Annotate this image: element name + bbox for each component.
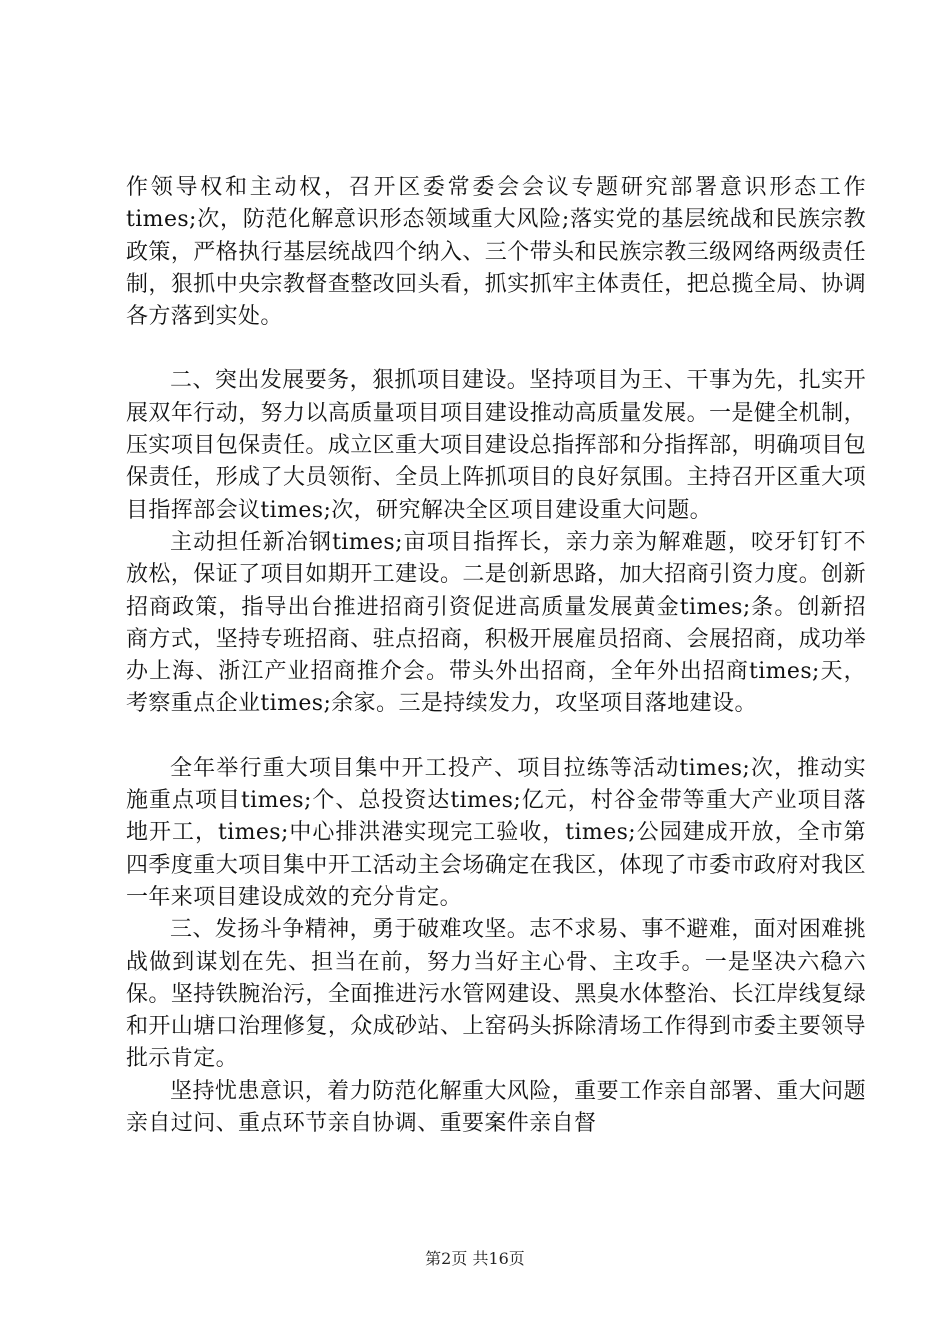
paragraph-4: 全年举行重大项目集中开工投产、项目拉练等活动times;次，推动实施重点项目times;个、总投资达times;亿元，村谷金带等重大产业项目落地开工，times;中心排洪港实现完工验收，times;公园建成开放，全市第四季度重大项目集中开工活动主会场确定在我区，体现了市委市政府对我区一年来项目建设成效的充分肯定。 [126,755,866,910]
paragraph-6: 坚持忧患意识，着力防范化解重大风险，重要工作亲自部署、重大问题亲自过问、重点环节亲自协调、重要案件亲自督 [126,1078,866,1137]
paragraph-1: 作领导权和主动权，召开区委常委会会议专题研究部署意识形态工作times;次，防范化解意识形态领域重大风险;落实党的基层统战和民族宗教政策，严格执行基层统战四个纳入、三个带头和民族宗教三级网络两级责任制，狠抓中央宗教督查整改回头看，抓实抓牢主体责任，把总揽全局、协调各方落到实处。 [126,175,866,330]
paragraph-5: 三、发扬斗争精神，勇于破难攻坚。志不求易、事不避难，面对困难挑战做到谋划在先、担当在前，努力当好主心骨、主攻手。一是坚决六稳六保。坚持铁腕治污，全面推进污水管网建设、黑臭水体整治、长江岸线复绿和开山塘口治理修复，众成砂站、上窑码头拆除清场工作得到市委主要领导批示肯定。 [126,917,866,1072]
document-body [126,172,866,1140]
page-footer: 第2页 共16页 [425,1249,525,1268]
paragraph-2: 二、突出发展要务，狠抓项目建设。坚持项目为王、干事为先，扎实开展双年行动，努力以高质量项目项目建设推动高质量发展。一是健全机制，压实项目包保责任。成立区重大项目建设总指挥部和分指挥部，明确项目包保责任，形成了大员领衔、全员上阵抓项目的良好氛围。主持召开区重大项目指挥部会议times;次，研究解决全区项目建设重大问题。 [126,368,866,523]
paragraph-3: 主动担任新冶钢times;亩项目指挥长，亲力亲为解难题，咬牙钉钉不放松，保证了项目如期开工建设。二是创新思路，加大招商引资力度。创新招商政策，指导出台推进招商引资促进高质量发展黄金times;条。创新招商方式，坚持专班招商、驻点招商，积极开展雇员招商、会展招商，成功举办上海、浙江产业招商推介会。带头外出招商，全年外出招商times;天，考察重点企业times;余家。三是持续发力，攻坚项目落地建设。 [126,529,866,717]
